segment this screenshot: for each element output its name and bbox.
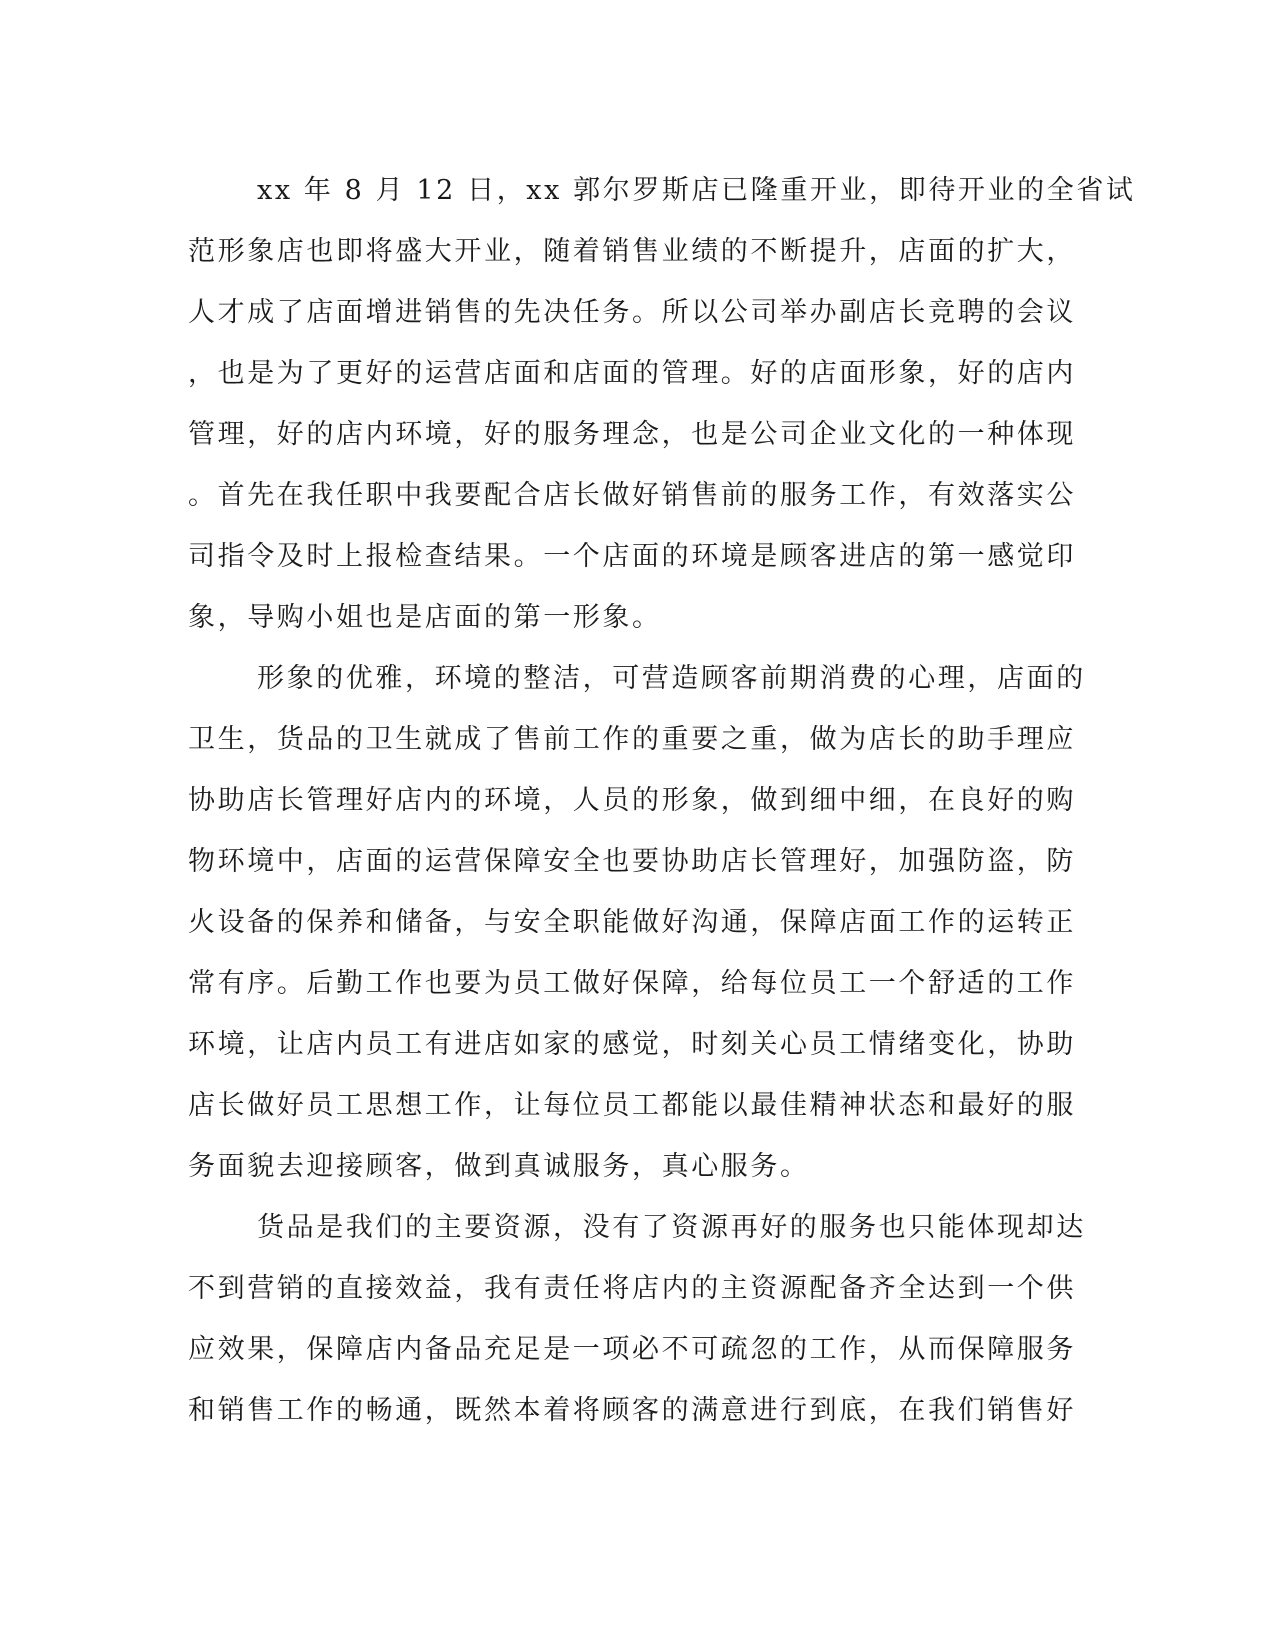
paragraph-line: 司指令及时上报检查结果。一个店面的环境是顾客进店的第一感觉印	[188, 541, 1076, 572]
paragraph-line: 管理，好的店内环境，好的服务理念，也是公司企业文化的一种体现	[188, 419, 1076, 450]
paragraph-3	[188, 1197, 1086, 1441]
paragraph-line: 不到营销的直接效益，我有责任将店内的主资源配备齐全达到一个供	[188, 1273, 1076, 1304]
paragraph-line: 货品是我们的主要资源，没有了资源再好的服务也只能体现却达	[257, 1212, 1086, 1243]
paragraph-line: 店长做好员工思想工作，让每位员工都能以最佳精神状态和最好的服	[188, 1090, 1076, 1121]
paragraph-line: 形象的优雅，环境的整洁，可营造顾客前期消费的心理，店面的	[257, 663, 1086, 694]
paragraph-line: 人才成了店面增进销售的先决任务。所以公司举办副店长竞聘的会议	[188, 297, 1076, 328]
paragraph-line: 和销售工作的畅通，既然本着将顾客的满意进行到底，在我们销售好	[188, 1395, 1076, 1426]
paragraph-line: 卫生，货品的卫生就成了售前工作的重要之重，做为店长的助手理应	[188, 724, 1076, 755]
paragraph-line: 环境，让店内员工有进店如家的感觉，时刻关心员工情绪变化，协助	[188, 1029, 1076, 1060]
paragraph-line: 象，导购小姐也是店面的第一形象。	[188, 602, 662, 633]
paragraph-line: 协助店长管理好店内的环境，人员的形象，做到细中细，在良好的购	[188, 785, 1076, 816]
paragraph-line: xx 年 8 月 12 日，xx 郭尔罗斯店已隆重开业，即待开业的全省试	[257, 175, 1136, 206]
paragraph-line: 应效果，保障店内备品充足是一项必不可疏忽的工作，从而保障服务	[188, 1334, 1076, 1365]
document-body	[188, 160, 1136, 1441]
paragraph-line: ，也是为了更好的运营店面和店面的管理。好的店面形象，好的店内	[188, 358, 1076, 389]
paragraph-line: 火设备的保养和储备，与安全职能做好沟通，保障店面工作的运转正	[188, 907, 1076, 938]
paragraph-line: 物环境中，店面的运营保障安全也要协助店长管理好，加强防盗，防	[188, 846, 1076, 877]
paragraph-1	[188, 160, 1136, 648]
paragraph-line: 。首先在我任职中我要配合店长做好销售前的服务工作，有效落实公	[188, 480, 1076, 511]
paragraph-2	[188, 648, 1086, 1197]
paragraph-line: 常有序。后勤工作也要为员工做好保障，给每位员工一个舒适的工作	[188, 968, 1076, 999]
paragraph-line: 务面貌去迎接顾客，做到真诚服务，真心服务。	[188, 1151, 810, 1182]
paragraph-line: 范形象店也即将盛大开业，随着销售业绩的不断提升，店面的扩大，	[188, 236, 1076, 267]
